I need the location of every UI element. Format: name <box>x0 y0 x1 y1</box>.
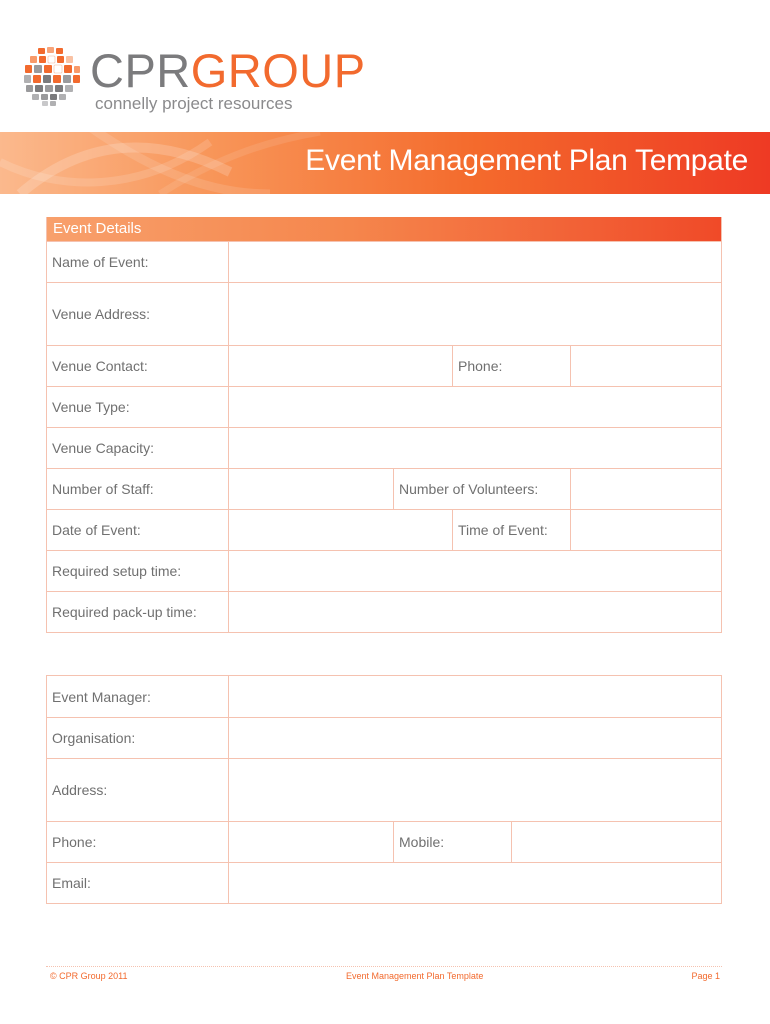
page-title: Event Management Plan Tempate <box>305 144 748 177</box>
venue-phone-field[interactable] <box>570 346 721 386</box>
event-manager-form <box>46 675 722 904</box>
form-row-venue-contact <box>47 345 721 386</box>
venue-contact-field[interactable] <box>228 346 452 386</box>
form-row-email <box>47 862 721 903</box>
field-label: Mobile: <box>393 822 511 862</box>
page-footer <box>46 966 722 986</box>
name-of-event-field[interactable] <box>228 242 721 282</box>
form-row-staff <box>47 468 721 509</box>
organisation-field[interactable] <box>228 718 721 758</box>
form-row-packup-time <box>47 591 721 632</box>
form-row-venue-capacity <box>47 427 721 468</box>
packup-time-field[interactable] <box>228 592 721 632</box>
number-of-staff-field[interactable] <box>228 469 393 509</box>
field-label: Phone: <box>452 346 570 386</box>
mobile-field[interactable] <box>511 822 721 862</box>
field-label: Venue Contact: <box>52 358 148 374</box>
field-label: Name of Event: <box>52 254 149 270</box>
title-banner <box>0 132 770 194</box>
field-label: Email: <box>52 875 91 891</box>
form-row-venue-type <box>47 386 721 427</box>
event-manager-field[interactable] <box>228 676 721 717</box>
event-details-form <box>46 217 722 633</box>
number-of-volunteers-field[interactable] <box>570 469 721 509</box>
field-label: Address: <box>52 782 108 798</box>
email-field[interactable] <box>228 863 721 903</box>
form-row-event-manager <box>47 676 721 717</box>
form-row-phone <box>47 821 721 862</box>
field-label: Venue Type: <box>52 399 130 415</box>
venue-type-field[interactable] <box>228 387 721 427</box>
phone-field[interactable] <box>228 822 393 862</box>
section-header-event-details: Event Details <box>47 217 721 241</box>
globe-logo-icon <box>20 44 84 108</box>
logo-tagline: connelly project resources <box>95 94 293 113</box>
field-label: Number of Volunteers: <box>393 469 570 509</box>
field-label: Date of Event: <box>52 522 141 538</box>
form-row-date <box>47 509 721 550</box>
form-row-setup-time <box>47 550 721 591</box>
form-row-organisation <box>47 717 721 758</box>
address-field[interactable] <box>228 759 721 821</box>
logo-wordmark: CPRGROUP <box>90 44 366 97</box>
company-logo <box>20 44 400 116</box>
field-label: Required setup time: <box>52 563 182 579</box>
field-label: Organisation: <box>52 730 136 746</box>
field-label: Phone: <box>52 834 97 850</box>
footer-page-number: Page 1 <box>691 971 720 981</box>
footer-document-title: Event Management Plan Template <box>346 971 484 981</box>
field-label: Venue Capacity: <box>52 440 154 456</box>
form-row-venue-address <box>47 282 721 345</box>
form-row-name-of-event <box>47 241 721 282</box>
field-label: Time of Event: <box>452 510 570 550</box>
field-label: Event Manager: <box>52 688 151 705</box>
field-label: Required pack-up time: <box>52 604 197 620</box>
venue-address-field[interactable] <box>228 283 721 345</box>
form-row-address <box>47 758 721 821</box>
time-of-event-field[interactable] <box>570 510 721 550</box>
setup-time-field[interactable] <box>228 551 721 591</box>
field-label: Number of Staff: <box>52 481 154 497</box>
date-of-event-field[interactable] <box>228 510 452 550</box>
field-label: Venue Address: <box>52 306 151 322</box>
footer-copyright: © CPR Group 2011 <box>50 971 128 981</box>
venue-capacity-field[interactable] <box>228 428 721 468</box>
